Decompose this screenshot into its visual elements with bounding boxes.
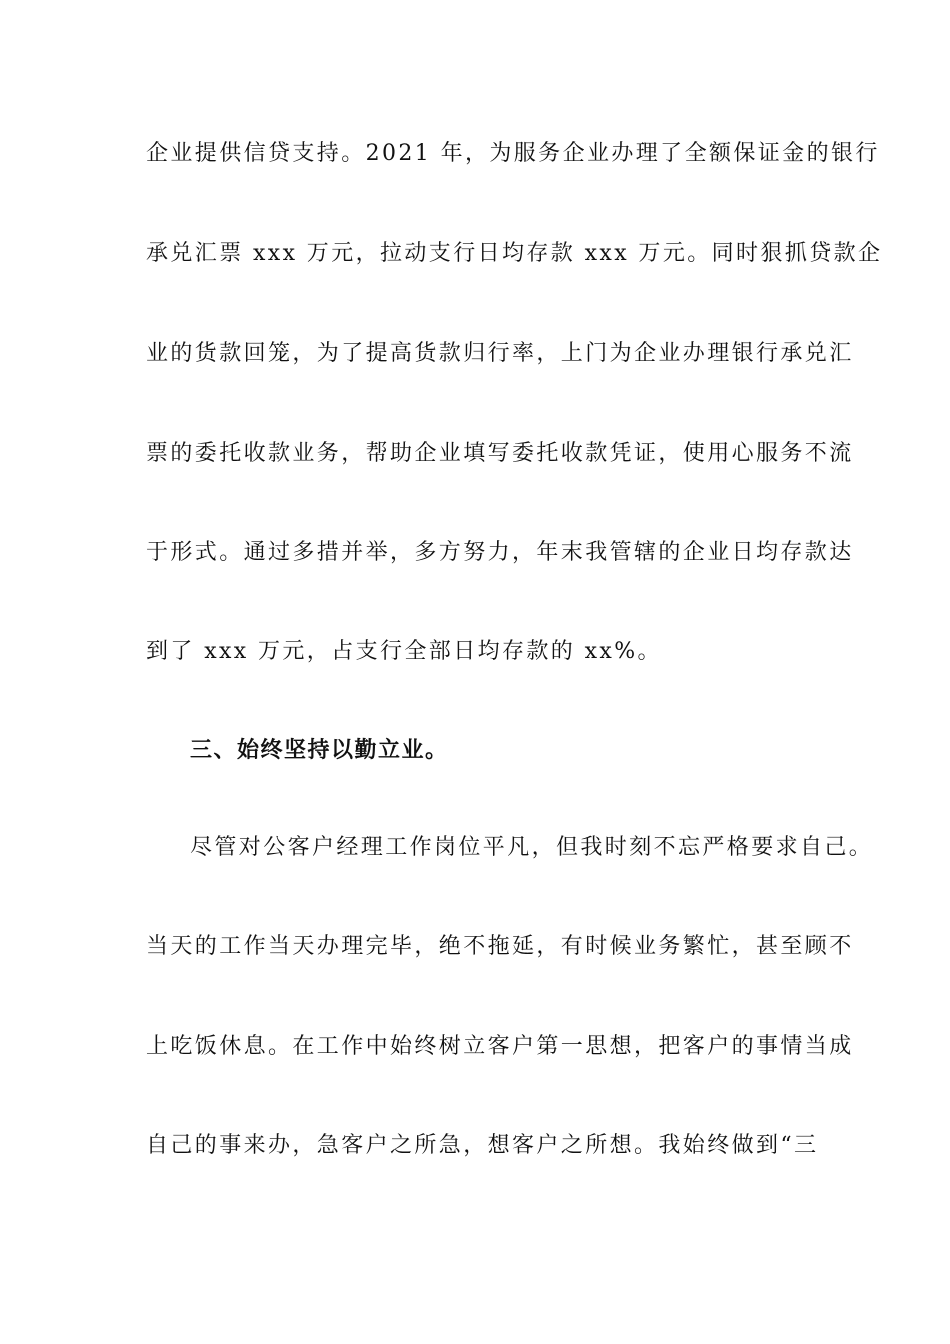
paragraph-1-line-2: 承兑汇票 xxx 万元，拉动支行日均存款 xxx 万元。同时狠抓贷款企	[146, 241, 883, 266]
paragraph-1-line-6: 到了 xxx 万元，占支行全部日均存款的 xx%。	[146, 639, 662, 664]
paragraph-1-line-3: 业的货款回笼，为了提高货款归行率，上门为企业办理银行承兑汇	[146, 341, 854, 366]
section-heading: 三、始终坚持以勤立业。	[190, 738, 449, 763]
paragraph-2-line-3: 上吃饭休息。在工作中始终树立客户第一思想，把客户的事情当成	[146, 1034, 854, 1059]
paragraph-1-line-1: 企业提供信贷支持。2021 年，为服务企业办理了全额保证金的银行	[146, 141, 880, 166]
paragraph-2-line-4: 自己的事来办，急客户之所急，想客户之所想。我始终做到“三	[146, 1133, 819, 1158]
paragraph-2-line-1: 尽管对公客户经理工作岗位平凡，但我时刻不忘严格要求自己。	[190, 835, 874, 860]
paragraph-2-line-2: 当天的工作当天办理完毕，绝不拖延，有时候业务繁忙，甚至顾不	[146, 934, 854, 959]
paragraph-1-line-4: 票的委托收款业务，帮助企业填写委托收款凭证，使用心服务不流	[146, 441, 854, 466]
paragraph-1-line-5: 于形式。通过多措并举，多方努力，年末我管辖的企业日均存款达	[146, 540, 854, 565]
